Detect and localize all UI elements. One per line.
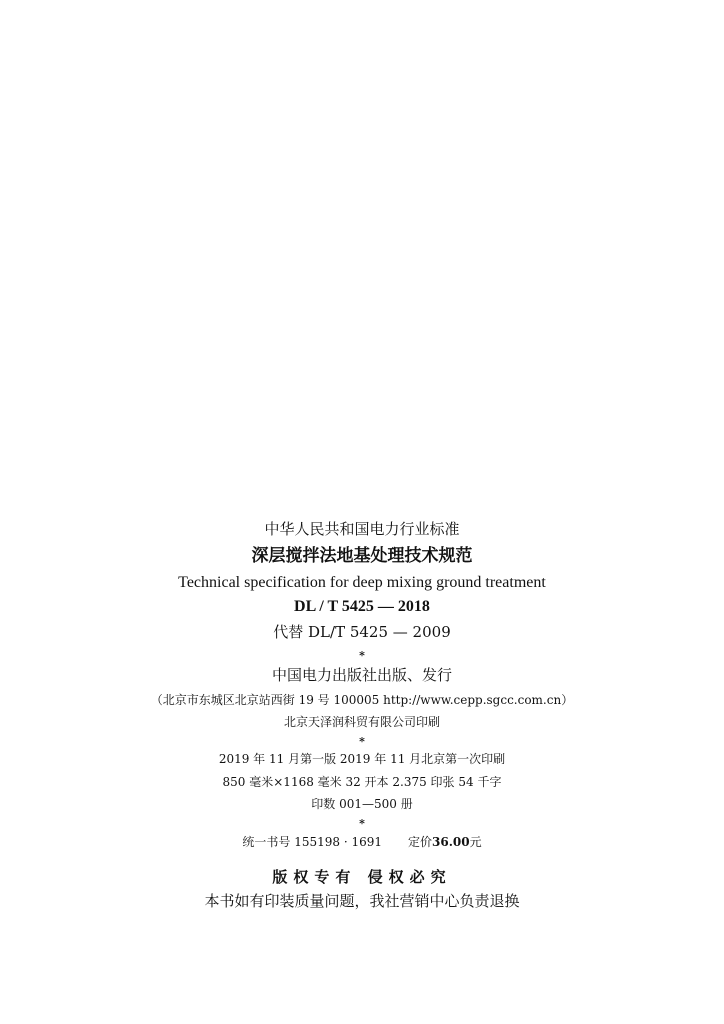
edition-info: 2019 年 11 月第一版 2019 年 11 月北京第一次印刷 [218, 752, 506, 766]
copyright-notice: 版权专有 侵权必究 [272, 868, 452, 886]
publisher-address: （北京市东城区北京站西街 19 号 100005 http://www.cepp.sgcc.com.cn） [150, 693, 574, 707]
format-info: 850 毫米×1168 毫米 32 开本 2.375 印张 54 千字 [222, 775, 502, 789]
print-run: 印数 001—500 册 [311, 797, 413, 811]
title-english: Technical specification for deep mixing ground treatment [178, 574, 546, 591]
separator-star: * [359, 817, 365, 830]
quality-notice: 本书如有印装质量问题，我社营销中心负责退换 [204, 892, 520, 910]
price-label: 定价 [408, 835, 433, 849]
price-unit: 元 [469, 835, 482, 849]
separator-star: * [359, 735, 365, 748]
isbn-number: 统一书号 155198 · 1691 [242, 835, 382, 849]
separator-star: * [359, 649, 365, 662]
title-chinese: 深层搅拌法地基处理技术规范 [251, 546, 473, 566]
isbn-price-line [0, 836, 724, 848]
standard-type: 中华人民共和国电力行业标准 [264, 520, 460, 538]
publisher: 中国电力出版社出版、发行 [271, 666, 452, 684]
price-value: 36.00 [432, 835, 470, 849]
standard-code: DL / T 5425 — 2018 [294, 598, 430, 615]
replaces-standard: 代替 DL/T 5425 — 2009 [273, 623, 451, 641]
printer: 北京天泽润科贸有限公司印刷 [283, 715, 440, 729]
